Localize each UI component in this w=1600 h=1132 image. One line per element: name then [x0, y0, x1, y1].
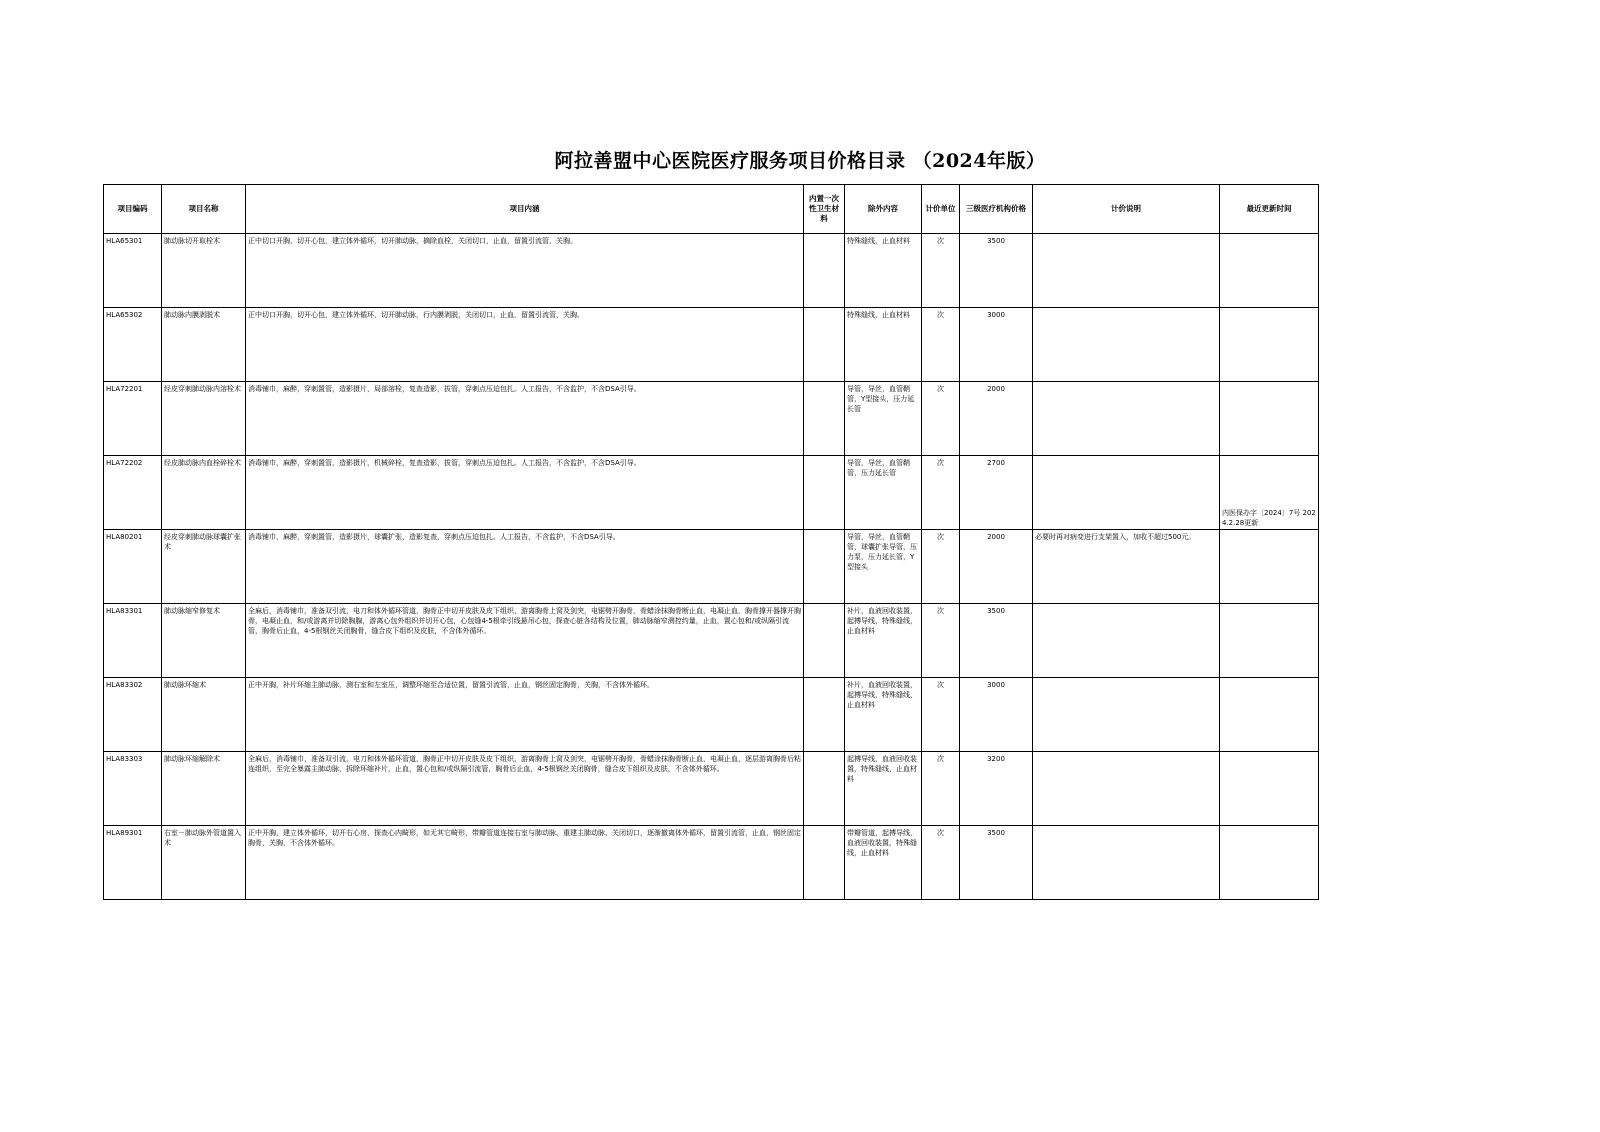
header-name: 项目名称 — [162, 185, 246, 234]
cell-updated — [1220, 308, 1319, 382]
cell-name: 经皮穿刺肺动脉内溶栓术 — [162, 382, 246, 456]
cell-code: HLA72201 — [104, 382, 162, 456]
cell-excluded: 带瓣管道，起搏导线，血液回收装置，特殊缝线，止血材料 — [845, 826, 922, 900]
cell-note — [1033, 456, 1220, 530]
cell-updated — [1220, 456, 1319, 530]
page-title: 阿拉善盟中心医院医疗服务项目价格目录 （2024年版） — [554, 150, 1046, 172]
cell-content: 全麻后，消毒铺巾，准备双引流，电刀和体外循环管道，胸骨正中切开皮肤及皮下组织，游离胸骨上窝及剑突，电锯劈开胸骨，骨蜡涂抹胸骨断止血，电凝止血，逐层游离胸骨后粘连组织，至完全暴露主肺动脉，拆除环缩补片，止血，置心包和/或纵隔引流管，胸骨后止血，4-5根钢丝关闭胸骨，缝合皮下组织及皮肤，不含体外循环。 — [246, 752, 804, 826]
cell-price: 3200 — [960, 752, 1033, 826]
cell-unit: 次 — [922, 308, 960, 382]
cell-builtin — [804, 308, 845, 382]
cell-builtin — [804, 826, 845, 900]
cell-unit: 次 — [922, 456, 960, 530]
table-row — [104, 678, 1319, 752]
cell-note — [1033, 826, 1220, 900]
cell-content: 正中开胸，建立体外循环，切开右心房，探查心内畸形，如无其它畸形，带瓣管道连接右室与肺动脉，重建主肺动脉，关闭切口，逐渐撤离体外循环，留置引流管，止血，钢丝固定胸骨，关胸，不含体外循环。 — [246, 826, 804, 900]
table-row — [104, 530, 1319, 604]
cell-updated — [1220, 752, 1319, 826]
cell-note — [1033, 752, 1220, 826]
cell-note — [1033, 308, 1220, 382]
cell-builtin — [804, 456, 845, 530]
cell-code: HLA65302 — [104, 308, 162, 382]
cell-content: 正中开胸，补片环缩主肺动脉，测右室和左室压，调整环缩至合适位置，留置引流管，止血，钢丝固定胸骨，关胸，不含体外循环。 — [246, 678, 804, 752]
cell-content: 消毒铺巾，麻醉，穿刺置管，造影摄片，球囊扩张，造影复查，穿刺点压迫包扎。人工报告，不含监护，不含DSA引导。 — [246, 530, 804, 604]
cell-builtin — [804, 382, 845, 456]
cell-unit: 次 — [922, 678, 960, 752]
cell-price: 2000 — [960, 382, 1033, 456]
cell-price: 3500 — [960, 826, 1033, 900]
cell-code: HLA72202 — [104, 456, 162, 530]
cell-name: 经皮穿刺肺动脉球囊扩张术 — [162, 530, 246, 604]
table-row — [104, 752, 1319, 826]
cell-builtin — [804, 604, 845, 678]
cell-excluded: 补片，血液回收装置，起搏导线，特殊缝线，止血材料 — [845, 678, 922, 752]
cell-excluded: 导管，导丝，血管鞘管，Y型接头，压力延长管 — [845, 382, 922, 456]
cell-name: 肺动脉内膜剥脱术 — [162, 308, 246, 382]
header-unit: 计价单位 — [922, 185, 960, 234]
cell-note: 必要时再对病变进行支架置入，加收不超过500元。 — [1033, 530, 1220, 604]
cell-note — [1033, 604, 1220, 678]
cell-builtin — [804, 678, 845, 752]
cell-unit: 次 — [922, 234, 960, 308]
cell-updated — [1220, 678, 1319, 752]
cell-price: 3000 — [960, 678, 1033, 752]
cell-excluded: 特殊缝线，止血材料 — [845, 234, 922, 308]
cell-note — [1033, 678, 1220, 752]
cell-excluded: 特殊缝线，止血材料 — [845, 308, 922, 382]
cell-content: 全麻后，消毒铺巾，准备双引流，电刀和体外循环管道，胸骨正中切开皮肤及皮下组织，游离胸骨上窝及剑突，电锯劈开胸骨，骨蜡涂抹胸骨断止血，电凝止血，胸骨撑开器撑开胸骨，电凝止血，和/或游离并切除胸腺，游离心包外组织并切开心包，心包缝4-5根牵引线悬吊心包，探查心脏各结构及位置，肺动脉缩窄测控约量，止血，置心包和/或纵隔引流管，胸骨后止血，4-5根钢丝关闭胸骨，缝合皮下组织及皮肤，不含体外循环。 — [246, 604, 804, 678]
cell-note — [1033, 234, 1220, 308]
cell-code: HLA80201 — [104, 530, 162, 604]
cell-price: 2000 — [960, 530, 1033, 604]
header-pricing-note: 计价说明 — [1033, 185, 1220, 234]
updated-note: 内医保办字〔2024〕7号 2024.2.28更新 — [1222, 509, 1316, 527]
cell-builtin — [804, 752, 845, 826]
cell-excluded: 起搏导线，血液回收装置，特殊缝线，止血材料 — [845, 752, 922, 826]
cell-unit: 次 — [922, 752, 960, 826]
cell-excluded: 导管，导丝，血管鞘管，压力延长管 — [845, 456, 922, 530]
header-builtin-material: 内置一次性卫生材料 — [804, 185, 845, 234]
cell-name: 肺动脉切开取栓术 — [162, 234, 246, 308]
cell-price: 3000 — [960, 308, 1033, 382]
cell-name: 右室－肺动脉外管道置入术 — [162, 826, 246, 900]
cell-updated — [1220, 530, 1319, 604]
cell-name: 经皮肺动脉内血栓碎栓术 — [162, 456, 246, 530]
table-row — [104, 604, 1319, 678]
cell-excluded: 导管，导丝，血管鞘管，球囊扩张导管，压力泵，压力延长管，Y型接头 — [845, 530, 922, 604]
cell-code: HLA83302 — [104, 678, 162, 752]
cell-code: HLA89301 — [104, 826, 162, 900]
table-row — [104, 234, 1319, 308]
header-content: 项目内涵 — [246, 185, 804, 234]
cell-price: 3500 — [960, 234, 1033, 308]
table-row — [104, 456, 1319, 530]
cell-content: 消毒铺巾，麻醉，穿刺置管，造影摄片，局部溶栓，复查造影，拔管，穿刺点压迫包扎。人工报告，不含监护，不含DSA引导。 — [246, 382, 804, 456]
cell-updated — [1220, 382, 1319, 456]
cell-unit: 次 — [922, 530, 960, 604]
cell-code: HLA83301 — [104, 604, 162, 678]
cell-price: 3500 — [960, 604, 1033, 678]
cell-unit: 次 — [922, 826, 960, 900]
cell-excluded: 补片，血液回收装置，起搏导线，特殊缝线，止血材料 — [845, 604, 922, 678]
cell-price: 2700 — [960, 456, 1033, 530]
cell-updated — [1220, 604, 1319, 678]
cell-updated — [1220, 826, 1319, 900]
cell-content: 正中切口开胸，切开心包，建立体外循环，切开肺动脉，摘除血栓，关闭切口，止血，留置引流管，关胸。 — [246, 234, 804, 308]
cell-note — [1033, 382, 1220, 456]
cell-content: 消毒铺巾，麻醉，穿刺置管，造影摄片，机械碎栓，复查造影，拔管，穿刺点压迫包扎。人工报告，不含监护，不含DSA引导。 — [246, 456, 804, 530]
header-updated: 最近更新时间 — [1220, 185, 1319, 234]
header-code: 项目编码 — [104, 185, 162, 234]
cell-code: HLA65301 — [104, 234, 162, 308]
cell-updated — [1220, 234, 1319, 308]
cell-content: 正中切口开胸，切开心包，建立体外循环，切开肺动脉，行内膜剥脱，关闭切口，止血，留置引流管，关胸。 — [246, 308, 804, 382]
cell-code: HLA83303 — [104, 752, 162, 826]
header-excluded: 除外内容 — [845, 185, 922, 234]
table-header-row — [104, 185, 1319, 234]
header-price: 三级医疗机构价格 — [960, 185, 1033, 234]
price-catalog-table — [103, 184, 1319, 900]
cell-name: 肺动脉环缩解除术 — [162, 752, 246, 826]
cell-name: 肺动脉环缩术 — [162, 678, 246, 752]
cell-builtin — [804, 234, 845, 308]
cell-unit: 次 — [922, 382, 960, 456]
cell-builtin — [804, 530, 845, 604]
table-row — [104, 826, 1319, 900]
table-row — [104, 382, 1319, 456]
cell-unit: 次 — [922, 604, 960, 678]
table-row — [104, 308, 1319, 382]
cell-name: 肺动脉缩窄修复术 — [162, 604, 246, 678]
